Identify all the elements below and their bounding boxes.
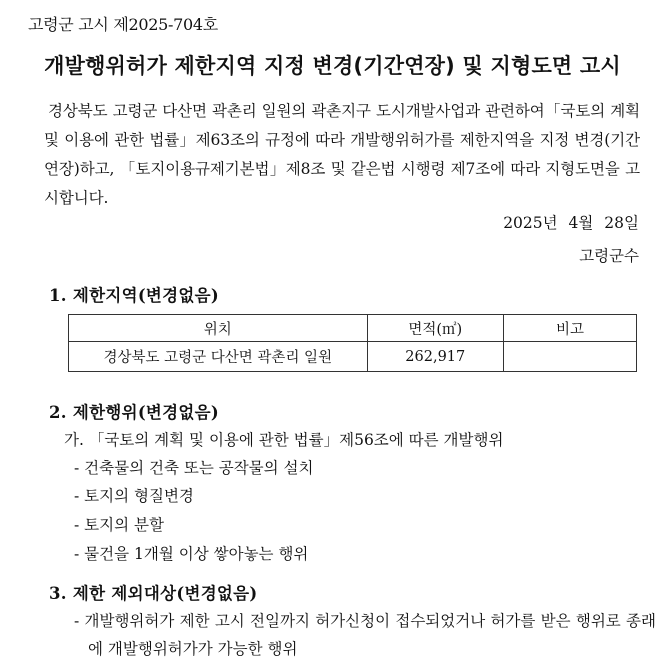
section2-subheading: 가. 「국토의 계획 및 이용에 관한 법률」제56조에 따른 개발행위 — [64, 431, 504, 449]
section1-heading: 1. 제한지역(변경없음) — [49, 286, 219, 305]
notice-title: 개발행위허가 제한지역 지정 변경(기간연장) 및 지형도면 고시 — [44, 54, 621, 78]
notice-number: 고령군 고시 제2025-704호 — [28, 15, 218, 34]
notice-body: 경상북도 고령군 다산면 곽촌리 일원의 곽촌지구 도시개발사업과 관련하여「국토의 계획 및 이용에 관한 법률」제63조의 규정에 따라 개발행위허가를 제한지역을 지정 변경(기간연장)하고, 「토지이용규제기본법」제8조 및 같은법 시행령 제7조에 따라 지형도면을 고시합니다. — [44, 102, 640, 207]
notice-date: 2025년 4월 28일 — [503, 214, 639, 232]
notice-issuer: 고령군수 — [579, 247, 639, 265]
header-remarks: 비고 — [503, 315, 636, 342]
header-area: 면적(㎡) — [367, 315, 503, 342]
list-item: - 토지의 분할 — [74, 516, 164, 534]
list-item: - 토지의 형질변경 — [74, 487, 194, 505]
table-header-row — [69, 315, 637, 342]
section2-heading: 2. 제한행위(변경없음) — [49, 403, 219, 422]
cell-area: 262,917 — [367, 342, 503, 372]
section3-heading: 3. 제한 제외대상(변경없음) — [49, 584, 258, 603]
list-item: - 물건을 1개월 이상 쌓아놓는 행위 — [74, 545, 309, 563]
cell-location: 경상북도 고령군 다산면 곽촌리 일원 — [69, 342, 368, 372]
table-row — [69, 342, 637, 372]
cell-remarks — [503, 342, 636, 372]
header-location: 위치 — [69, 315, 368, 342]
exclusion-item: - 개발행위허가 제한 고시 전일까지 허가신청이 접수되었거나 허가를 받은 행위로 종래에 개발행위허가가 가능한 행위 — [74, 612, 656, 658]
list-item: - 건축물의 건축 또는 공작물의 설치 — [74, 459, 314, 477]
restricted-area-table — [68, 314, 637, 372]
